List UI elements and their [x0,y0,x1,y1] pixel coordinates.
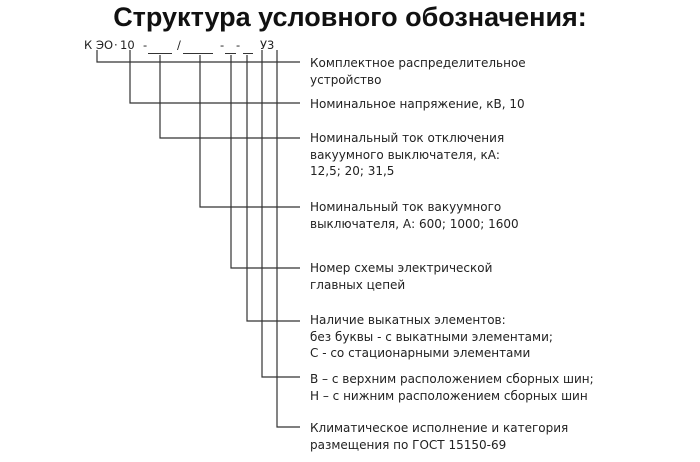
desc-line: Комплектное распределительное [310,56,526,70]
diagram-title: Структура условного обозначения: [113,2,587,32]
desc-line: размещения по ГОСТ 15150-69 [310,437,507,452]
connector-line-1 [97,50,300,62]
desc-switchgear [310,55,690,88]
code-separator-dash-3: - [236,38,241,52]
desc-line: Номер схемы электрической [310,261,493,275]
code-part-eo: ЭО [96,38,114,52]
desc-busbar-position [310,371,690,404]
desc-line: выключателя, А: 600; 1000; 1600 [310,216,519,231]
desc-line: вакуумного выключателя, кА: [310,147,500,162]
desc-line: Климатическое исполнение и категория [310,421,569,435]
connector-line-8 [277,50,300,427]
desc-line: Номинальный ток отключения [310,131,505,145]
desc-withdrawable [310,312,690,362]
desc-rated-current [310,199,690,232]
desc-climate [310,420,690,453]
connector-line-7 [262,50,300,377]
connector-line-5 [231,55,300,268]
connector-line-6 [247,55,300,321]
code-separator-dash-2: - [220,38,225,52]
desc-breaking-current [310,130,690,180]
code-separator-slash: / [177,38,181,52]
desc-line: Н – с нижним расположением сборных шин [310,388,588,403]
connector-line-3 [160,55,300,138]
connector-line-2 [130,50,300,103]
desc-line: 12,5; 20; 31,5 [310,164,395,178]
desc-line: С - со стационарными элементами [310,346,531,360]
desc-line: Наличие выкатных элементов: [310,313,506,327]
desc-line: Номинальное напряжение, кВ, 10 [310,97,525,111]
code-part-climate: У3 [260,38,275,52]
code-part-voltage: 10 [120,38,135,52]
code-separator-dash-1: - [143,38,148,52]
connector-line-4 [200,55,300,207]
desc-line: В – с верхним расположением сборных шин; [310,372,594,386]
desc-voltage [310,96,690,113]
desc-line: без буквы - с выкатными элементами; [310,329,553,344]
desc-line: Номинальный ток вакуумного [310,200,502,214]
code-separator-dot: · [114,38,118,52]
desc-line: устройство [310,72,382,87]
desc-scheme-number [310,260,690,293]
desc-line: главных цепей [310,277,406,292]
code-part-k: К [84,38,93,52]
